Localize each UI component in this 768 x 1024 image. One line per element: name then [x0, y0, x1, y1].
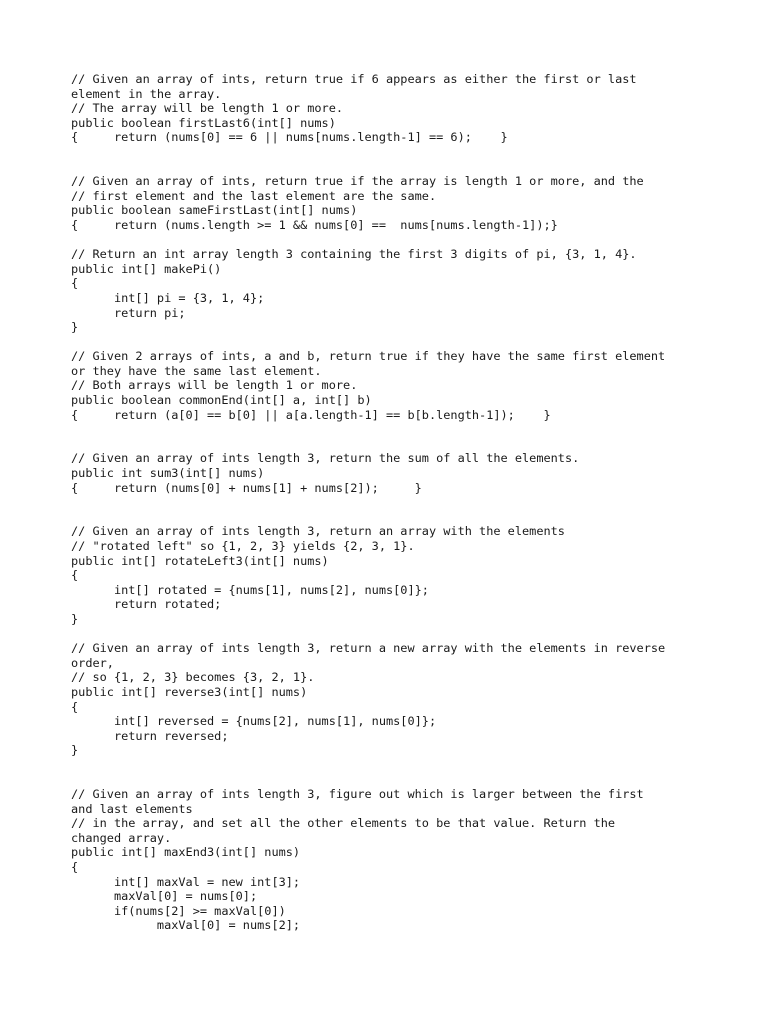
comment-line: // Given an array of ints, return true if 6 appears as either the first or last — [71, 72, 637, 86]
method-body-line: } — [71, 611, 79, 626]
code-block-firstLast6 — [71, 72, 711, 145]
code-block-rotateLeft3 — [71, 524, 711, 626]
method-body-line: { — [71, 276, 79, 291]
method-body-line: return reversed; — [71, 728, 229, 743]
comment-line: // first element and the last element are the same. — [71, 188, 437, 203]
comment-line: // so {1, 2, 3} becomes {3, 2, 1}. — [71, 670, 315, 685]
comment-line: // "rotated left" so {1, 2, 3} yields {2, 3, 1}. — [71, 539, 415, 553]
method-body-line: int[] rotated = {nums[1], nums[2], nums[0]}; — [71, 582, 429, 597]
method-body-line: maxVal[0] = nums[2]; — [71, 918, 301, 933]
comment-line: order, — [71, 655, 114, 670]
block-spacer — [71, 335, 711, 350]
method-body-line: { — [71, 699, 79, 714]
comment-line: // Given an array of ints length 3, return the sum of all the elements. — [71, 451, 580, 466]
method-body-line: int[] pi = {3, 1, 4}; — [71, 290, 265, 305]
method-signature: public int[] makePi() — [71, 261, 222, 276]
method-signature: public int[] rotateLeft3(int[] nums) — [71, 553, 329, 568]
method-body-line: { return (nums[0] + nums[1] + nums[2]); } — [71, 480, 422, 495]
method-body-line: maxVal[0] = nums[0]; — [71, 889, 258, 904]
comment-line: // Given an array of ints length 3, return a new array with the elements in reverse — [71, 641, 666, 656]
comment-line: or they have the same last element. — [71, 363, 322, 378]
method-body-line: } — [71, 320, 79, 335]
method-signature: public boolean commonEnd(int[] a, int[] b) — [71, 393, 372, 408]
method-body-line: return pi; — [71, 305, 186, 320]
block-spacer — [71, 422, 711, 451]
comment-line: element in the array. — [71, 86, 222, 101]
code-block-sum3 — [71, 451, 711, 495]
block-spacer — [71, 758, 711, 787]
method-signature: public boolean firstLast6(int[] nums) — [71, 115, 336, 130]
comment-line: // The array will be length 1 or more. — [71, 101, 344, 116]
code-block-reverse3 — [71, 641, 711, 758]
comment-line: // Given 2 arrays of ints, a and b, return true if they have the same first element — [71, 349, 666, 364]
code-block-makePi — [71, 247, 711, 335]
comment-line: and last elements — [71, 801, 193, 816]
method-body-line: if(nums[2] >= maxVal[0]) — [71, 903, 286, 918]
method-signature: public int sum3(int[] nums) — [71, 466, 265, 481]
comment-line: changed array. — [71, 830, 172, 845]
comment-line: // Given an array of ints, return true if the array is length 1 or more, and the — [71, 174, 644, 189]
comment-line: // Given an array of ints length 3, figure out which is larger between the first — [71, 787, 644, 802]
method-body-line: { — [71, 860, 79, 875]
comment-line: // Given an array of ints length 3, return an array with the elements — [71, 524, 565, 539]
block-spacer — [71, 627, 711, 642]
method-signature: public int[] maxEnd3(int[] nums) — [71, 845, 301, 860]
code-block-commonEnd — [71, 349, 711, 422]
block-spacer — [71, 233, 711, 248]
code-block-maxEnd3 — [71, 787, 711, 933]
comment-line: // Both arrays will be length 1 or more. — [71, 378, 358, 393]
method-signature: public boolean sameFirstLast(int[] nums) — [71, 203, 358, 218]
method-signature: public int[] reverse3(int[] nums) — [71, 684, 308, 699]
method-body-line: return rotated; — [71, 597, 222, 612]
method-body-line: int[] reversed = {nums[2], nums[1], nums[0]}; — [71, 714, 437, 729]
method-body-line: int[] maxVal = new int[3]; — [71, 874, 301, 889]
comment-line: // in the array, and set all the other elements to be that value. Return the — [71, 816, 616, 831]
comment-line: // Return an int array length 3 containing the first 3 digits of pi, {3, 1, 4}. — [71, 247, 637, 262]
method-body-line: { return (nums[0] == 6 || nums[nums.length-1] == 6); } — [71, 130, 508, 145]
code-document — [71, 72, 711, 933]
block-spacer — [71, 495, 711, 524]
method-body-line: { — [71, 568, 79, 583]
method-body-line: { return (a[0] == b[0] || a[a.length-1] == b[b.length-1]); } — [71, 407, 551, 422]
method-body-line: } — [71, 743, 79, 758]
method-body-line: { return (nums.length >= 1 && nums[0] == nums[nums.length-1]);} — [71, 217, 558, 232]
block-spacer — [71, 145, 711, 174]
code-block-sameFirstLast — [71, 174, 711, 232]
